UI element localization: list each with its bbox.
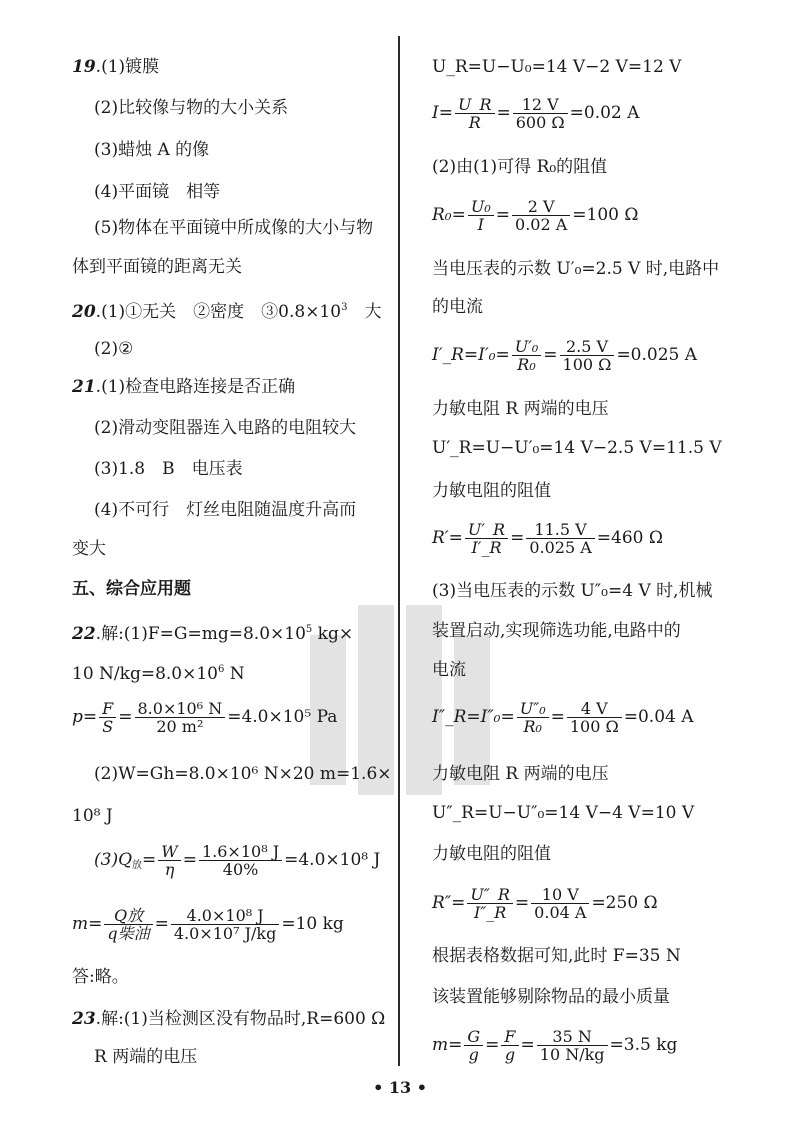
section-heading: 五、综合应用题 [72, 579, 191, 599]
q22-line2: 10 $N/kg=8.0\times 10^6$ N [72, 664, 245, 684]
q21-line1: 21.(1)检查电路连接是否正确 [72, 377, 296, 397]
q23-line1: 23.解:(1)当检测区没有物品时,R=600 Ω [72, 1009, 386, 1029]
fraction: $\frac{G}{g}$ [464, 1028, 483, 1063]
q20-line1: 20.(1)①无关 ②密度 $③0.8\times 10^3$ 大 [72, 302, 382, 322]
q22-line4: (2)W=Gh=8.0×10⁶ N×20 m=1.6× [94, 764, 392, 784]
fraction: $\frac{U'\_R}{I'\_R}$ [465, 521, 508, 556]
fraction: $\frac{U\_R}{R}$ [455, 96, 495, 131]
resistance-2-formula: R′= $\frac{U'\_R}{I'\_R}$ = $\frac{11.5 V}{0.025 A}$ =460 Ω [432, 520, 663, 557]
right-line18: 力敏电阻的阻值 [432, 844, 551, 864]
q21-line5: 变大 [72, 539, 106, 559]
fraction: $\frac{U''\_R}{I''\_R}$ [467, 886, 513, 921]
current-3-formula: I″_R=I″₀= $\frac{\text{U″₀}}{\text{R₀}}$ = $\frac{4 V}{100 \Omega}$ =0.04 A [432, 699, 694, 736]
right-line16: 力敏电阻 R 两端的电压 [432, 764, 609, 784]
q20-line2: (2)② [94, 339, 134, 359]
fraction: $\frac{4 V}{100 \Omega}$ [567, 700, 622, 735]
q19-line3: (3)蜡烛 A 的像 [94, 140, 210, 160]
fraction: $\frac{\text{Q放}}{\text{q柴油}}$ [104, 907, 152, 942]
right-line17: U″_R=U−U″₀=14 V−4 V=10 V [432, 803, 695, 823]
q19-line2: (2)比较像与物的大小关系 [94, 98, 289, 118]
q22-pressure-formula: p= $\frac{F}{S}$ = $\frac{\text{8.0×10⁶ N}}{\text{20 m²}}$ =4.0×10⁵ Pa [72, 699, 338, 736]
fraction: $\frac{2.5 V}{100 \Omega}$ [560, 338, 615, 373]
current-2-formula: I′_R=I′₀= $\frac{\text{U′₀}}{\text{R₀}}$ = $\frac{2.5 V}{100 \Omega}$ =0.025 A [432, 337, 698, 374]
fraction: $\frac{\text{U₀}}{I}$ [468, 198, 494, 233]
current-formula: I= $\frac{U\_R}{R}$ = $\frac{12 V}{600 \Omega}$ =0.02 A [432, 95, 640, 132]
right-line6: 的电流 [432, 297, 483, 317]
right-line5: 当电压表的示数 U′₀=2.5 V 时,电路中 [432, 259, 720, 279]
q19-line6: 体到平面镜的距离无关 [72, 257, 242, 277]
fraction: $\frac{W}{\eta}$ [158, 843, 180, 878]
fraction: $\frac{\text{4.0×10⁸ J}}{\text{4.0×10⁷ J/kg}}$ [171, 907, 279, 942]
column-divider [398, 36, 400, 1066]
right-line13: 装置启动,实现筛选功能,电路中的 [432, 621, 681, 641]
fraction: $\frac{10 V}{0.04 A}$ [531, 886, 589, 921]
fraction: $\frac{35 N}{10 N/kg}$ [537, 1028, 608, 1063]
right-line20: 根据表格数据可知,此时 F=35 N [432, 946, 681, 966]
q19-line4: (4)平面镜 相等 [94, 182, 221, 202]
right-line12: (3)当电压表的示数 U″₀=4 V 时,机械 [432, 581, 713, 601]
right-line10: 力敏电阻的阻值 [432, 481, 551, 501]
right-line8: 力敏电阻 R 两端的电压 [432, 399, 609, 419]
fraction: $\frac{\text{U′₀}}{\text{R₀}}$ [512, 338, 542, 373]
fraction: $\frac{\text{1.6×10⁸ J}}{40\%}$ [199, 843, 282, 878]
q19-line1: 19.(1)镀膜 [72, 57, 160, 77]
q19-line5: (5)物体在平面镜中所成像的大小与物 [94, 218, 374, 238]
q22-mass-formula: m= $\frac{\text{Q放}}{\text{q柴油}}$ = $\frac{\text{4.0×10⁸ J}}{\text{4.0×10⁷ J/kg}}$ =10 kg [72, 906, 344, 943]
fraction: $\frac{\text{8.0×10⁶ N}}{\text{20 m²}}$ [135, 700, 226, 735]
right-line9: U′_R=U−U′₀=14 V−2.5 V=11.5 V [432, 438, 722, 458]
q22-line1: 22.解$:(1)F=G=mg=8.0\times 10^5$ kg× [72, 624, 354, 644]
q23-line2: R 两端的电压 [94, 1047, 198, 1067]
voltage-ur-line: U_R=U−U₀=14 V−2 V=12 V [432, 57, 682, 77]
right-line21: 该装置能够剔除物品的最小质量 [432, 987, 670, 1007]
fraction: $\frac{11.5 V}{0.025 A}$ [526, 521, 594, 556]
fraction: $\frac{12 V}{600 \Omega}$ [513, 96, 568, 131]
min-mass-formula: m= $\frac{G}{g}$ = $\frac{F}{g}$ = $\frac{35 N}{10 N/kg}$ =3.5 kg [432, 1027, 678, 1064]
right-line14: 电流 [432, 660, 466, 680]
q22-answer: 答:略。 [72, 967, 129, 987]
q22-heat-formula: $(3)Q_放=$ $\frac{W}{\eta}$ = $\frac{\text{1.6×10⁸ J}}{40\%}$ =4.0×10⁸ J [94, 842, 381, 879]
page-number: • 13 • [373, 1078, 427, 1097]
resistance-3-formula: R″= $\frac{U''\_R}{I''\_R}$ = $\frac{10 V}{0.04 A}$ =250 Ω [432, 885, 658, 922]
q21-line4: (4)不可行 灯丝电阻随温度升高而 [94, 500, 357, 520]
right-line3: (2)由(1)可得 R₀的阻值 [432, 157, 608, 177]
fraction: $\frac{F}{g}$ [501, 1028, 518, 1063]
q21-line2: (2)滑动变阻器连入电路的电阻较大 [94, 418, 357, 438]
fraction: $\frac{\text{U″₀}}{\text{R₀}}$ [517, 700, 549, 735]
q22-line5: 10⁸ J [72, 806, 113, 826]
r0-formula: R₀= $\frac{\text{U₀}}{I}$ = $\frac{2 V}{0.02 A}$ =100 Ω [432, 197, 639, 234]
fraction: $\frac{F}{S}$ [99, 700, 116, 735]
q21-line3: (3)1.8 B 电压表 [94, 459, 243, 479]
fraction: $\frac{2 V}{0.02 A}$ [512, 198, 570, 233]
